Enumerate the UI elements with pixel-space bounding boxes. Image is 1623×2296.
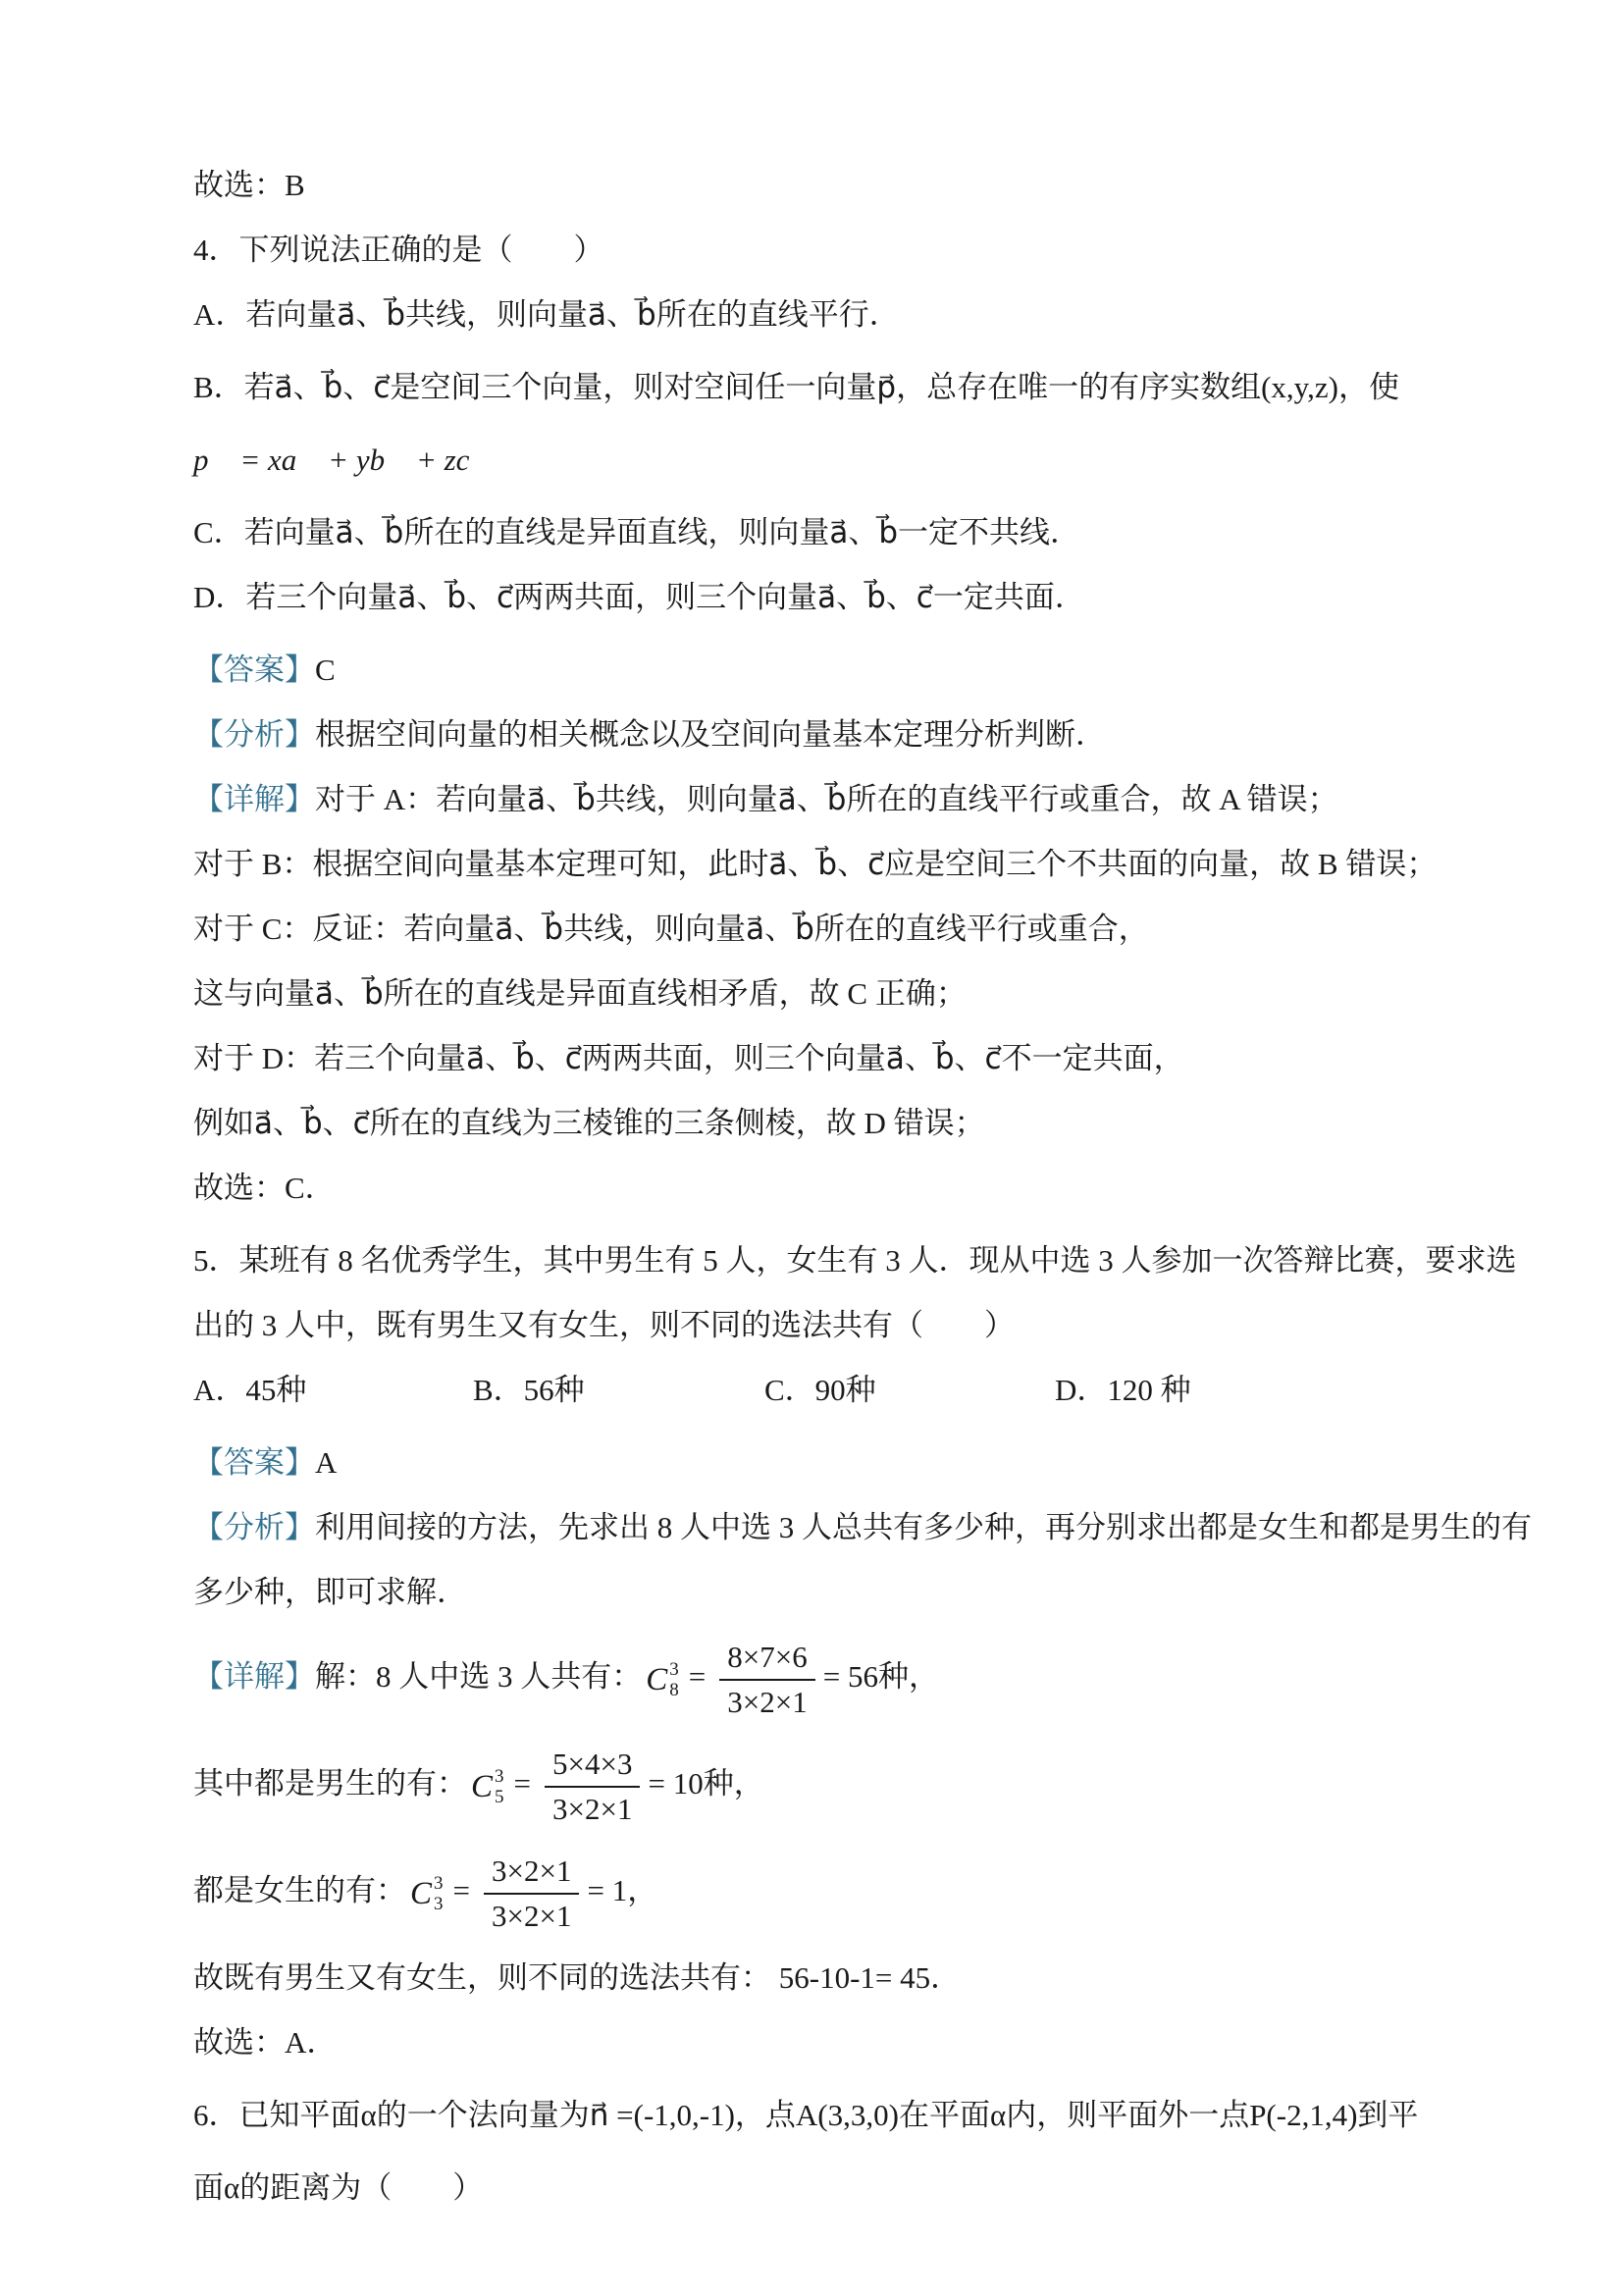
q5-stem-text2: 出的 3 人中，既有男生又有女生，则不同的选法共有（ ）	[193, 1308, 1015, 1342]
q4-detail-text3: 对于 C：反证：若向量a⃗、b⃗共线，则向量a⃗、b⃗所在的直线平行或重合，	[193, 912, 1149, 946]
q6-stem-line1	[193, 2083, 1437, 2148]
answer-label: 【答案】	[193, 652, 315, 687]
q4-detail-text5: 对于 D：若三个向量a⃗、b⃗、c⃗两两共面，则三个向量a⃗、b⃗、c⃗不一定共面，	[193, 1041, 1184, 1075]
q4-option-c-text: C．若向量a⃗、b⃗所在的直线是异面直线，则向量a⃗、b⃗一定不共线．	[193, 515, 1081, 549]
fraction-numerator: 3×2×1	[484, 1852, 579, 1895]
q4-option-a	[193, 283, 1437, 347]
q3-conclusion	[193, 153, 1437, 218]
q4-detail-line6	[193, 1091, 1437, 1156]
combination-sub: 8	[669, 1679, 679, 1700]
q5-options-row	[193, 1358, 1437, 1423]
q4-option-c	[193, 500, 1437, 565]
q4-detail-line1	[193, 767, 1437, 832]
q5-analysis-text1: 利用间接的方法，先求出 8 人中选 3 人总共有多少种，再分别求出都是女生和都是男生的有	[315, 1510, 1532, 1544]
q4-answer-value: C	[315, 652, 336, 687]
analysis-label: 【分析】	[193, 1510, 315, 1544]
q5-detail-formula2	[193, 1732, 1437, 1839]
q5-analysis-line2	[193, 1560, 1437, 1625]
detail-label: 【详解】	[193, 1659, 315, 1694]
q5-detail-formula3	[193, 1839, 1437, 1946]
q4-detail-text6: 例如a⃗、b⃗、c⃗所在的直线为三棱锥的三条侧棱，故 D 错误；	[193, 1106, 985, 1140]
q5-formula3-pre: 都是女生的有：	[193, 1872, 406, 1907]
combination-symbol	[471, 1735, 504, 1839]
q4-option-b-text1: B．若a⃗、b⃗、c⃗是空间三个向量，则对空间任一向量p⃗，总存在唯一的有序实数组(x,y,z)，使	[193, 370, 1399, 404]
combination-base: C	[410, 1875, 433, 1911]
q5-conclusion-text1: 故既有男生又有女生，则不同的选法共有： 56-10-1= 45．	[193, 1959, 962, 1995]
fraction-denominator: 3×2×1	[492, 1898, 572, 1933]
combination-sup: 3	[495, 1765, 504, 1787]
combination-symbol	[410, 1842, 444, 1946]
analysis-label: 【分析】	[193, 717, 315, 752]
q4-answer-line	[193, 638, 1437, 703]
q5-stem-line2	[193, 1293, 1437, 1358]
fraction	[719, 1638, 814, 1722]
combination-sup: 3	[434, 1872, 444, 1894]
q4-stem	[193, 218, 1437, 283]
q5-conclusion-line1	[193, 1946, 1437, 2010]
q5-answer-value: A	[315, 1445, 338, 1480]
q5-option-b: B．56种	[473, 1373, 585, 1407]
combination-base: C	[471, 1768, 494, 1804]
q5-formula1-result: = 56种，	[822, 1659, 939, 1694]
q4-detail-line4	[193, 962, 1437, 1026]
q4-analysis-line	[193, 703, 1437, 767]
q6-stem-text2: 面α的距离为（ ）	[193, 2169, 484, 2205]
fraction-numerator: 8×7×6	[719, 1638, 814, 1681]
fraction-denominator: 3×2×1	[552, 1791, 633, 1826]
detail-label: 【详解】	[193, 782, 315, 816]
q4-conclusion-text: 故选：C．	[193, 1171, 336, 1205]
q4-detail-line3	[193, 897, 1437, 962]
q4-option-b-equation: p⃗ = xa⃗ + yb⃗ + zc⃗ ．	[193, 443, 525, 477]
q5-stem-line1	[193, 1228, 1517, 1293]
fraction-denominator: 3×2×1	[727, 1684, 808, 1719]
q4-option-a-text: A．若向量a⃗、b⃗共线，则向量a⃗、b⃗所在的直线平行．	[193, 297, 900, 332]
q5-analysis-text2: 多少种，即可求解．	[193, 1575, 467, 1609]
q4-option-b-line2	[193, 428, 1437, 493]
q4-detail-line2	[193, 832, 1437, 897]
q4-option-d-text: D．若三个向量a⃗、b⃗、c⃗两两共面，则三个向量a⃗、b⃗、c⃗一定共面．	[193, 580, 1085, 614]
equals-sign: =	[513, 1765, 531, 1800]
q5-option-a: A．45种	[193, 1373, 307, 1407]
q4-detail-text2: 对于 B：根据空间向量基本定理可知，此时a⃗、b⃗、c⃗应是空间三个不共面的向量，故 B 错误；	[193, 847, 1438, 881]
combination-sub: 5	[495, 1786, 504, 1807]
q4-analysis-text: 根据空间向量的相关概念以及空间向量基本定理分析判断．	[315, 717, 1106, 752]
q5-conclusion-line2	[193, 2010, 1437, 2075]
combination-base: C	[646, 1661, 668, 1697]
q5-answer-line	[193, 1431, 1437, 1495]
q4-detail-line5	[193, 1026, 1437, 1091]
q5-stem-text1: 5．某班有 8 名优秀学生，其中男生有 5 人，女生有 3 人．现从中选 3 人参加一次答辩比赛，要求选	[193, 1243, 1517, 1278]
q4-detail-text1: 对于 A：若向量a⃗、b⃗共线，则向量a⃗、b⃗所在的直线平行或重合，故 A 错误；	[315, 782, 1338, 816]
fraction-numerator: 5×4×3	[545, 1745, 640, 1788]
q5-formula3-result: = 1，	[587, 1872, 658, 1907]
q5-formula2-result: = 10种，	[648, 1765, 764, 1800]
q5-option-c: C．90种	[764, 1373, 876, 1407]
q5-formula1-pre: 解：8 人中选 3 人共有：	[315, 1659, 643, 1694]
q5-conclusion-text2: 故选：A．	[193, 2024, 338, 2060]
q3-conclusion-text: 故选：B	[193, 168, 305, 202]
combination-sup: 3	[669, 1658, 679, 1680]
q4-conclusion	[193, 1156, 1437, 1221]
combination-symbol	[646, 1628, 679, 1732]
fraction	[545, 1745, 640, 1829]
q4-option-b-line1	[193, 355, 1437, 420]
equals-sign: =	[452, 1872, 470, 1907]
q6-stem-text1: 6．已知平面α的一个法向量为n⃗ =(-1,0,-1)，点A(3,3,0)在平面α内，则平面外一点P(-2,1,4)到平	[193, 2097, 1419, 2132]
q4-option-d	[193, 565, 1437, 630]
q5-detail-formula1	[193, 1625, 1437, 1732]
equals-sign: =	[688, 1659, 707, 1694]
q5-formula2-pre: 其中都是男生的有：	[193, 1765, 467, 1800]
q5-option-d: D．120 种	[1055, 1373, 1191, 1407]
combination-sub: 3	[434, 1893, 444, 1914]
q5-analysis-line1	[193, 1495, 1532, 1560]
q6-stem-line2	[193, 2156, 1437, 2220]
answer-label: 【答案】	[193, 1445, 315, 1480]
fraction	[484, 1852, 579, 1936]
q4-stem-text: 4．下列说法正确的是（ ）	[193, 233, 604, 267]
q4-detail-text4: 这与向量a⃗、b⃗所在的直线是异面直线相矛盾，故 C 正确；	[193, 976, 967, 1011]
